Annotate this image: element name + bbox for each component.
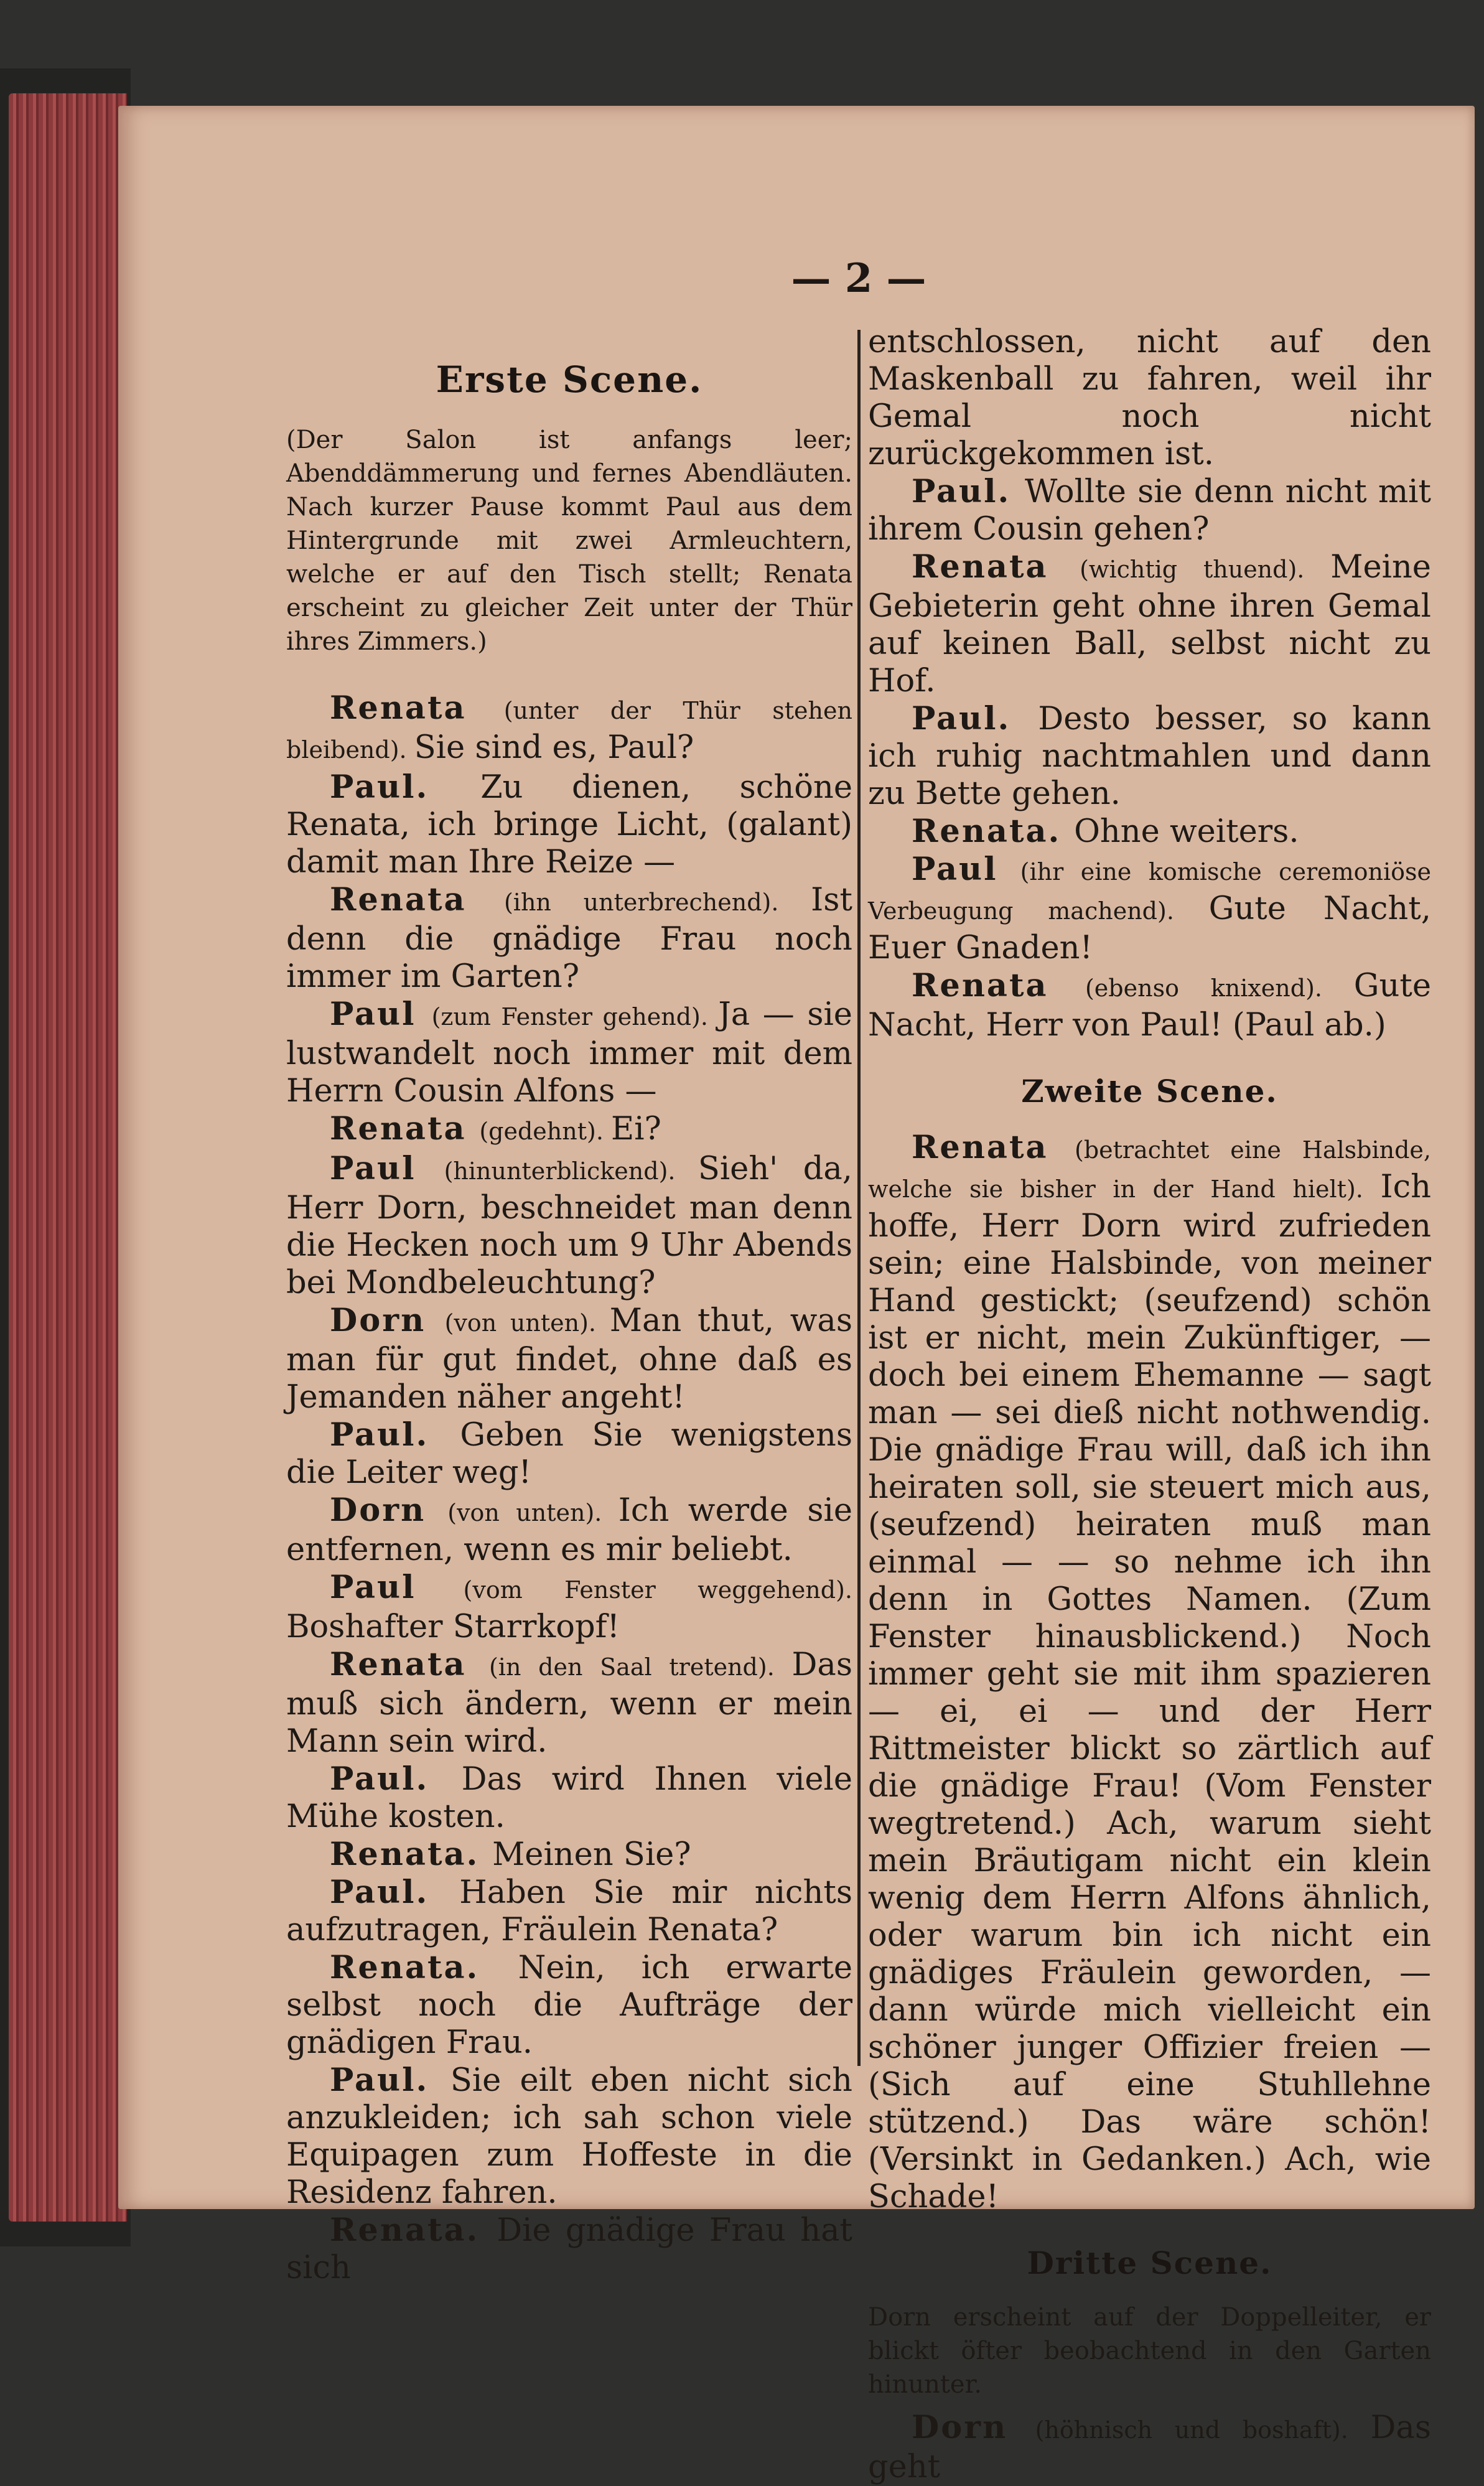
dialogue-line (286, 1949, 852, 2062)
stage-cue: (ebenso knixend). (1085, 974, 1354, 1002)
dialogue-list-right-c (868, 2409, 1431, 2486)
speaker-name: Renata (330, 881, 504, 918)
spoken-text: Geben Sie wenigstens die Leiter weg! (286, 1417, 852, 1491)
speaker-name: Renata. (912, 813, 1075, 850)
spoken-text: Nein, ich erwarte selbst noch die Aufträge der gnädigen Frau. (286, 1950, 852, 2061)
stage-cue: (wichtig thuend). (1080, 556, 1331, 583)
stage-direction: (Der Salon ist anfangs leer; Abenddämmerung und fernes Abendläuten. Nach kurzer Pause kommt Paul aus dem Hintergrunde mit zwei Armleuchtern, welche er auf den Tisch stellt; Renata erscheint zu gleicher Zeit unter der Thür ihres Zimmers.) (286, 426, 852, 656)
spoken-text: Sieh' da, Herr Dorn, beschneidet man denn die Hecken noch um 9 Uhr Abends bei Mondbeleuchtung? (286, 1151, 853, 1301)
scene-heading-2: Zweite Scene. (1021, 1073, 1278, 1110)
speaker-name: Renata (912, 1129, 1075, 1166)
spoken-text: Meinen Sie? (492, 1836, 691, 1873)
speaker-name: Renata (330, 1110, 480, 1147)
scene-heading-3: Dritte Scene. (1027, 2245, 1272, 2281)
spoken-text: Haben Sie mir nichts aufzutragen, Fräulein Renata? (286, 1874, 852, 1948)
dialogue-line (286, 769, 852, 881)
stage-cue: (ihr eine komische ceremoniöse Verbeugung machend). (868, 858, 1432, 925)
page-number: — 2 — (791, 255, 926, 302)
dialogue-line (286, 2062, 852, 2212)
spoken-text: Gute Nacht, Euer Gnaden! (868, 890, 1431, 966)
dialogue-line (868, 813, 1431, 851)
spoken-text: Das geht (868, 2409, 1431, 2485)
dialogue-line (868, 2409, 1431, 2486)
speaker-name: Renata (912, 967, 1085, 1004)
stage-cue: (zum Fenster gehend). (431, 1003, 719, 1030)
speaker-name: Renata. (330, 2212, 497, 2249)
stage-cue: (vom Fenster weggehend). (463, 1576, 853, 1604)
spoken-text: Man thut, was man für gut findet, ohne daß es Jemanden näher angeht! (286, 1302, 852, 1416)
dialogue-line (286, 1646, 852, 1760)
dialogue-line (286, 881, 852, 996)
speaker-name: Dorn (912, 2409, 1035, 2446)
dialogue-line (868, 473, 1431, 548)
spoken-text: Sie sind es, Paul? (414, 729, 694, 766)
dialogue-line (868, 700, 1431, 813)
spoken-text: Ich hoffe, Herr Dorn wird zufrieden sein; eine Halsbinde, von meiner Hand gestickt; (seufzend) schön ist er nicht, mein Zukünftiger, — doch bei einem Ehemanne — sagt man — sei dieß nicht nothwendig. Die gnädige Frau will, daß ich ihn heiraten soll, sie steuert mich aus, (seufzend) heiraten muß man einmal — — so nehme ich ihn denn in Gottes Namen. (Zum Fenster hinausblickend.) Noch immer geht sie mit ihm spazieren — ei, ei — und der Herr Rittmeister blickt so zärtlich auf die gnädige Frau! (Vom Fenster wegtretend.) Ach, warum sieht mein Bräutigam nicht ein klein wenig dem Herrn Alfons ähnlich, oder warum bin ich nicht ein gnädiges Fräulein geworden, — dann würde mich vielleicht ein schöner junger Offizier freien — (Sich auf eine Stuhllehne stützend.) Das wäre schön! (Versinkt in Gedanken.) Ach, wie Schade! (868, 1169, 1431, 2215)
dialogue-line (868, 548, 1431, 700)
dialogue-list-left (286, 689, 852, 2287)
spoken-text: Gute Nacht, Herr von Paul! (Paul ab.) (868, 968, 1431, 1044)
speaker-name: Paul. (330, 2062, 450, 2099)
dialogue-line (286, 1416, 852, 1492)
dialogue-line (286, 2212, 852, 2287)
spoken-text: Desto besser, so kann ich ruhig nachtmahlen und dann zu Bette gehen. (868, 701, 1431, 812)
speaker-name: Paul (330, 1150, 444, 1187)
speaker-name: Paul (912, 851, 1020, 888)
dialogue-line (286, 1492, 852, 1569)
stage-cue: (betrachtet eine Halsbinde, welche sie bisher in der Hand hielt). (868, 1136, 1431, 1203)
dialogue-line (868, 967, 1431, 1044)
dialogue-line (868, 1129, 1431, 2216)
speaker-name: Paul (330, 1569, 464, 1606)
speaker-name: Paul. (912, 473, 1025, 510)
dialogue-list-right-a (868, 473, 1431, 1044)
right-column (868, 324, 1431, 2486)
speaker-name: Paul. (330, 769, 481, 806)
stage-cue: (in den Saal tretend). (488, 1653, 792, 1681)
speaker-name: Paul. (330, 1760, 462, 1798)
stage-direction-3: Dorn erscheint auf der Doppelleiter, er blickt öfter beobachtend in den Garten hinunter. (868, 2303, 1431, 2399)
scene-heading-1: Erste Scene. (436, 358, 703, 401)
stage-cue: (gedehnt). (479, 1118, 611, 1145)
dialogue-line (286, 1874, 852, 1949)
spoken-text: Ich werde sie entfernen, wenn es mir beliebt. (286, 1492, 853, 1568)
speaker-name: Renata. (330, 1949, 518, 1986)
spoken-text: Zu dienen, schöne Renata, ich bringe Licht, (galant) damit man Ihre Reize — (286, 769, 852, 881)
dialogue-line (286, 1569, 852, 1646)
spoken-text: Meine Gebieterin geht ohne ihren Gemal auf keinen Ball, selbst nicht zu Hof. (868, 549, 1431, 699)
speaker-name: Paul. (330, 1874, 460, 1911)
dialogue-line (868, 851, 1431, 967)
stage-cue: (höhnisch und boshaft). (1035, 2416, 1371, 2444)
spoken-text: Das muß sich ändern, wenn er mein Mann sein wird. (286, 1647, 852, 1760)
stage-cue: (ihn unterbrechend). (503, 889, 811, 916)
continuation-text: entschlossen, nicht auf den Maskenball zu fahren, weil ihr Gemal noch nicht zurückgekommen ist. (868, 324, 1431, 472)
spoken-text: Die gnädige Frau hat sich (286, 2212, 852, 2286)
spoken-text: Ohne weiters. (1074, 813, 1299, 850)
dialogue-line (286, 1760, 852, 1836)
dialogue-line (286, 1836, 852, 1874)
spoken-text: Wollte sie denn nicht mit ihrem Cousin gehen? (868, 474, 1431, 548)
dialogue-line (286, 1302, 852, 1416)
speaker-name: Renata (912, 548, 1080, 586)
spoken-text: Ei? (610, 1111, 661, 1147)
spoken-text: Boshafter Starrkopf! (286, 1609, 620, 1645)
speaker-name: Paul. (912, 700, 1038, 737)
column-rule (857, 330, 861, 2066)
page-edges (9, 93, 127, 2222)
speaker-name: Dorn (330, 1492, 448, 1529)
stage-cue: (von unten). (444, 1309, 610, 1337)
dialogue-line (286, 1110, 852, 1150)
dialogue-list-right-b (868, 1129, 1431, 2216)
speaker-name: Paul (330, 996, 432, 1033)
speaker-name: Renata. (330, 1836, 493, 1873)
spoken-text: Das wird Ihnen viele Mühe kosten. (286, 1761, 852, 1835)
speaker-name: Renata (330, 689, 504, 727)
stage-cue: (von unten). (447, 1499, 618, 1526)
dialogue-line (286, 996, 852, 1110)
spoken-text: Ist denn die gnädige Frau noch immer im Garten? (286, 882, 852, 995)
speaker-name: Renata (330, 1646, 489, 1683)
dialogue-line (286, 1150, 852, 1302)
spoken-text: Ja — sie lustwandelt noch immer mit dem Herrn Cousin Alfons — (286, 996, 852, 1110)
speaker-name: Paul. (330, 1416, 460, 1454)
stage-cue: (unter der Thür stehen bleibend). (286, 697, 852, 764)
speaker-name: Dorn (330, 1302, 445, 1339)
dialogue-line (286, 689, 852, 769)
left-column (286, 324, 852, 2287)
stage-cue: (hinunterblickend). (444, 1157, 698, 1185)
spoken-text: Sie eilt eben nicht sich anzukleiden; ich sah schon viele Equipagen zum Hoffeste in die Residenz fahren. (286, 2062, 852, 2211)
